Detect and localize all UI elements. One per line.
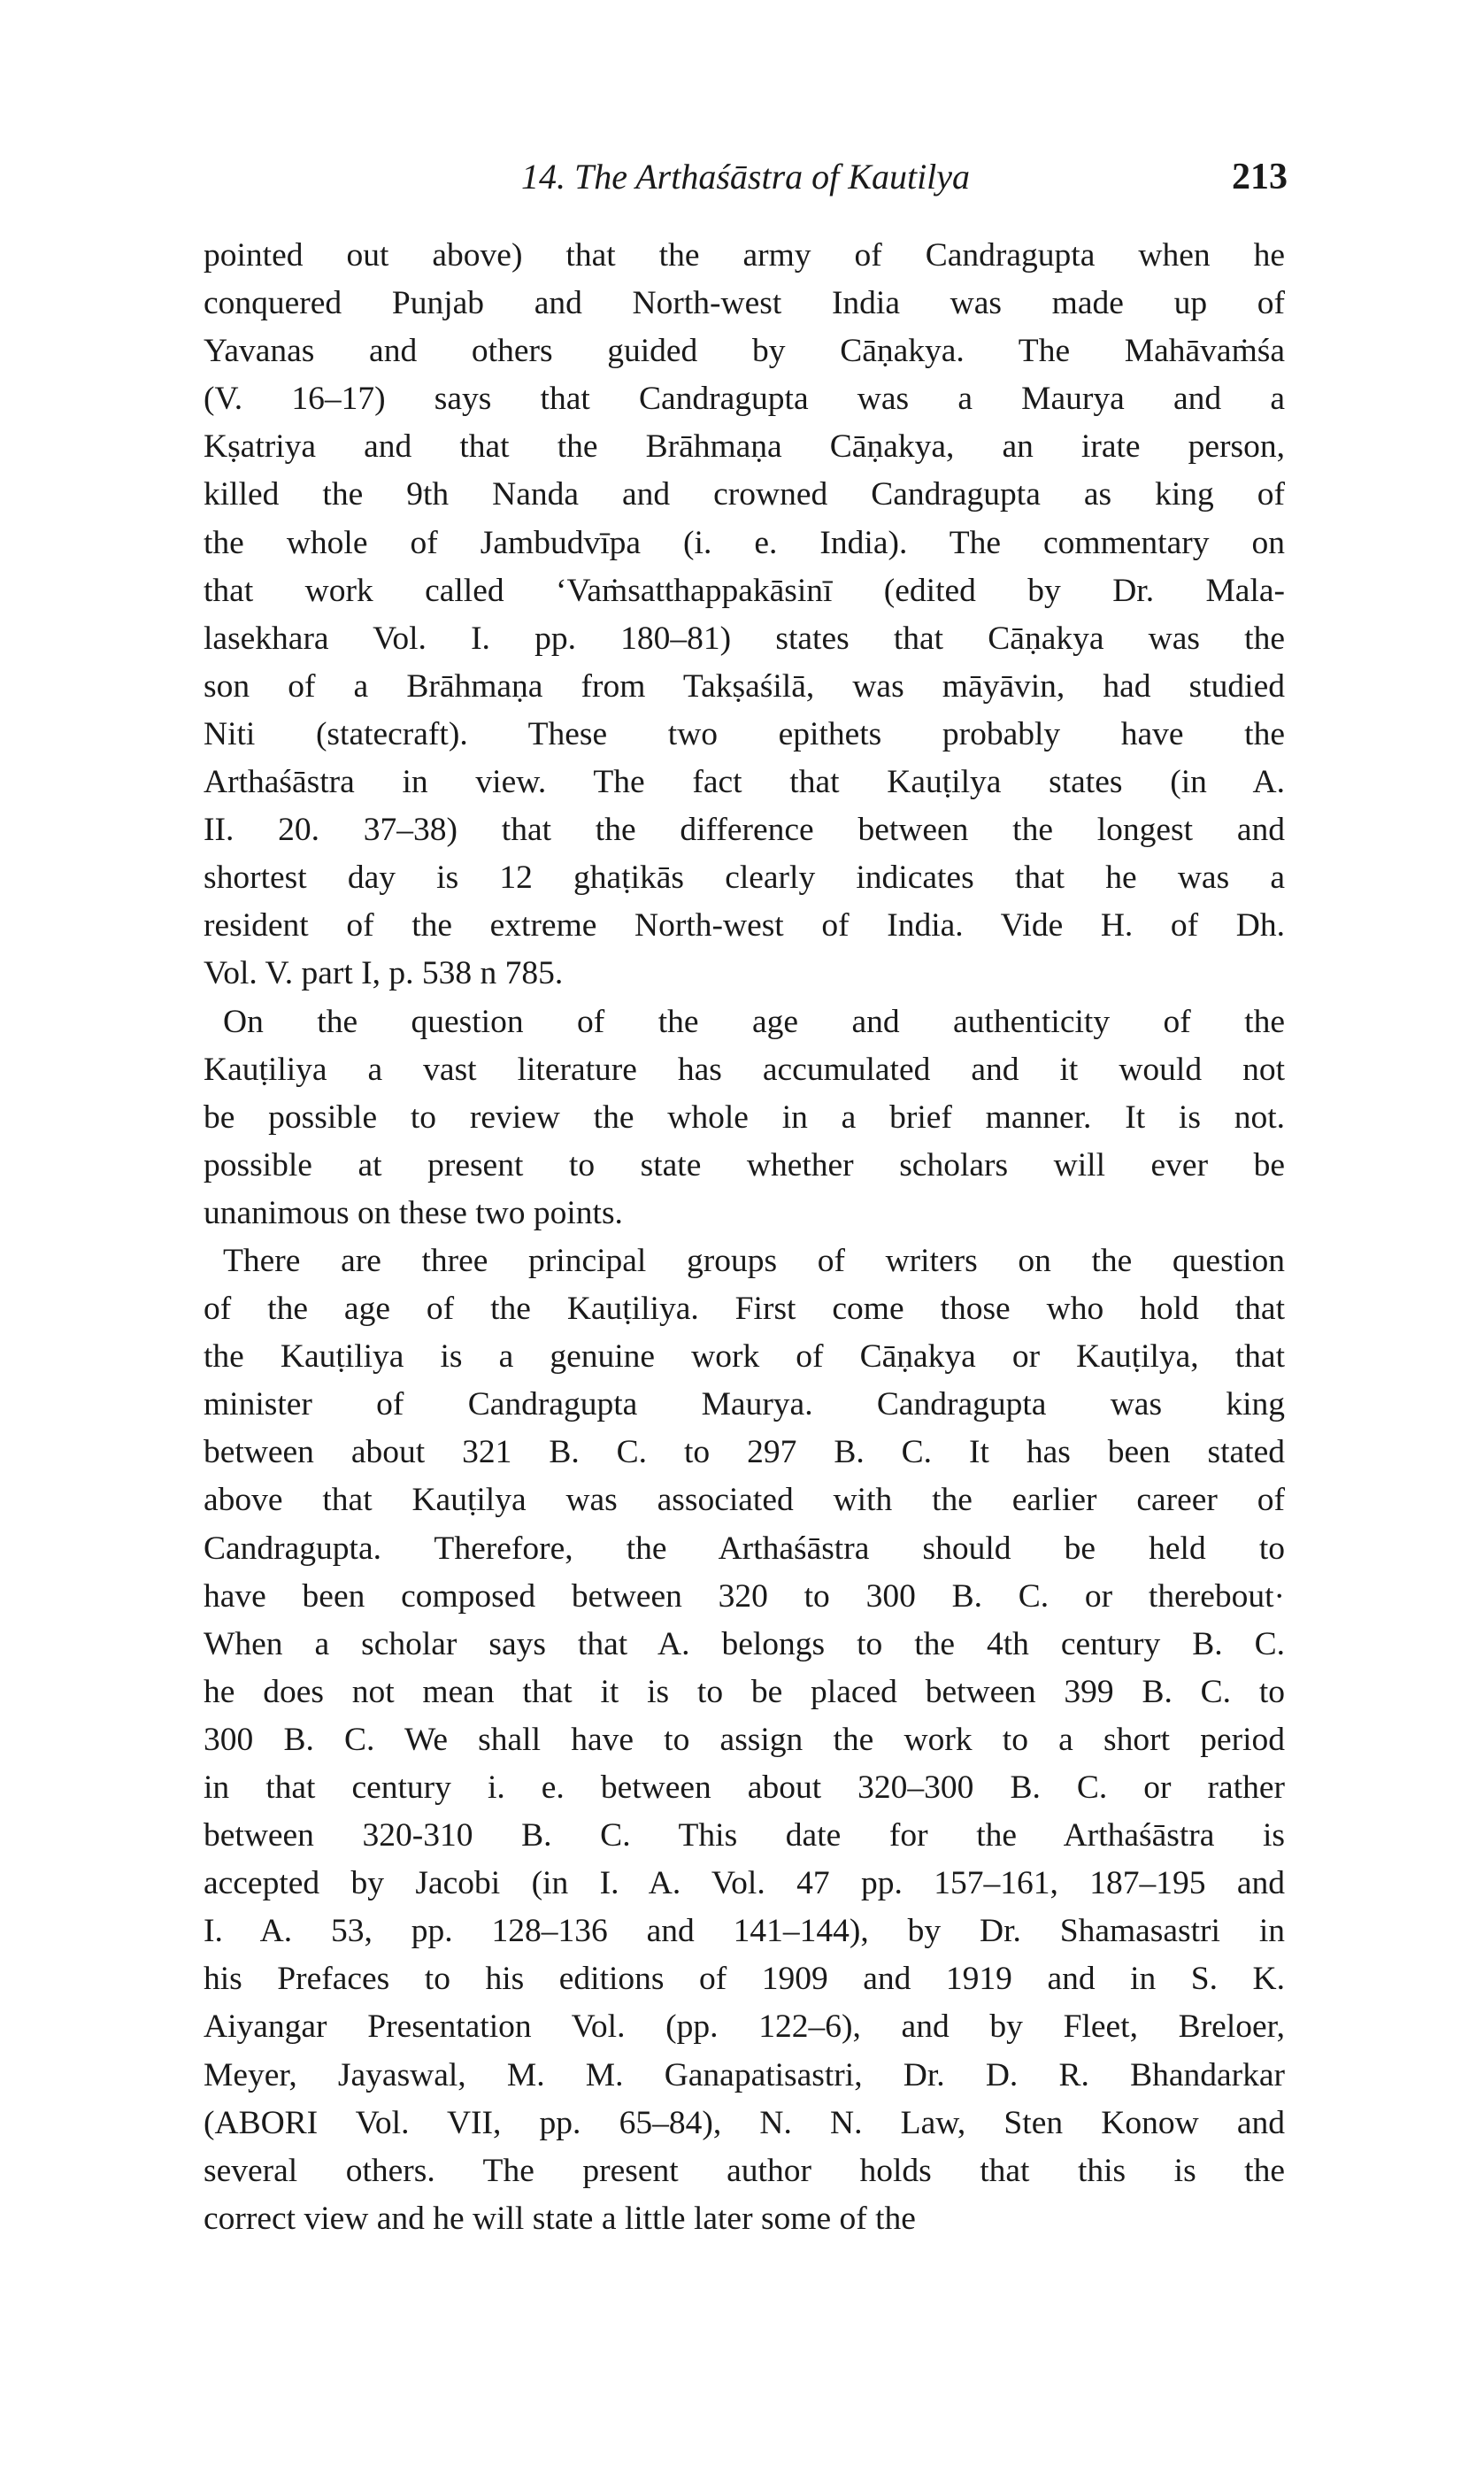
body-text bbox=[204, 232, 1285, 2243]
text-line: that work called ‘Vaṁsatthappakāsinī (edited by Dr. Mala- bbox=[204, 572, 1285, 609]
text-line: 300 B. C. We shall have to assign the work to a short period bbox=[204, 1721, 1285, 1758]
text-line: Candragupta. Therefore, the Arthaśāstra should be held to bbox=[204, 1530, 1285, 1567]
text-line: shortest day is 12 ghaṭikās clearly indicates that he was a bbox=[204, 860, 1285, 897]
text-line: Arthaśāstra in view. The fact that Kauṭilya states (in A. bbox=[204, 764, 1285, 801]
text-line: of the age of the Kauṭiliya. First come those who hold that bbox=[204, 1291, 1285, 1328]
text-line: II. 20. 37–38) that the difference between the longest and bbox=[204, 812, 1285, 849]
running-header bbox=[204, 149, 1288, 202]
text-line: minister of Candragupta Maurya. Candragupta was king bbox=[204, 1386, 1285, 1423]
text-line: several others. The present author holds that this is the bbox=[204, 2152, 1285, 2189]
text-line: killed the 9th Nanda and crowned Candragupta as king of bbox=[204, 476, 1285, 513]
text-line: There are three principal groups of writers on the question bbox=[223, 1242, 1285, 1279]
text-line: Aiyangar Presentation Vol. (pp. 122–6), and by Fleet, Breloer, bbox=[204, 2008, 1285, 2046]
text-line: his Prefaces to his editions of 1909 and 1919 and in S. K. bbox=[204, 1961, 1285, 1998]
text-line: resident of the extreme North-west of India. Vide H. of Dh. bbox=[204, 907, 1285, 944]
text-line: Niti (statecraft). These two epithets probably have the bbox=[204, 715, 1285, 752]
text-line: conquered Punjab and North-west India was made up of bbox=[204, 285, 1285, 322]
text-line: be possible to review the whole in a brief manner. It is not. bbox=[204, 1099, 1285, 1136]
text-line: between 320-310 B. C. This date for the Arthaśāstra is bbox=[204, 1817, 1285, 1854]
text-line: above that Kauṭilya was associated with the earlier career of bbox=[204, 1482, 1285, 1519]
chapter-title: The Arthaśāstra of Kautilya bbox=[573, 157, 971, 197]
text-line: Kauṭiliya a vast literature has accumulated and it would not bbox=[204, 1051, 1285, 1088]
text-line: unanimous on these two points. bbox=[204, 1194, 623, 1231]
text-line: he does not mean that it is to be placed between 399 B. C. to bbox=[204, 1673, 1285, 1710]
text-line: Yavanas and others guided by Cāṇakya. The Mahāvaṁśa bbox=[204, 333, 1285, 370]
text-line: son of a Brāhmaṇa from Takṣaśilā, was māyāvin, had studied bbox=[204, 667, 1285, 705]
header-title bbox=[204, 156, 1288, 197]
text-line: in that century i. e. between about 320–300 B. C. or rather bbox=[204, 1769, 1285, 1806]
text-line: When a scholar says that A. belongs to the 4th century B. C. bbox=[204, 1625, 1285, 1662]
text-line: Vol. V. part I, p. 538 n 785. bbox=[204, 955, 564, 992]
chapter-number: 14. bbox=[520, 157, 565, 197]
page-number: 213 bbox=[1232, 157, 1288, 197]
text-line: possible at present to state whether scholars will ever be bbox=[204, 1146, 1285, 1183]
text-line: correct view and he will state a little later some of the bbox=[204, 2200, 916, 2237]
text-line: Kṣatriya and that the Brāhmaṇa Cāṇakya, an irate person, bbox=[204, 428, 1285, 466]
text-line: (V. 16–17) says that Candragupta was a Maurya and a bbox=[204, 381, 1285, 418]
paragraph-age-authenticity bbox=[204, 998, 1285, 1237]
text-line: between about 321 B. C. to 297 B. C. It has been stated bbox=[204, 1434, 1285, 1471]
text-line: pointed out above) that the army of Candragupta when he bbox=[204, 237, 1285, 274]
text-line: the whole of Jambudvīpa (i. e. India). The commentary on bbox=[204, 524, 1285, 561]
text-line: have been composed between 320 to 300 B. C. or therebout· bbox=[204, 1577, 1285, 1615]
text-line: I. A. 53, pp. 128–136 and 141–144), by Dr. Shamasastri in bbox=[204, 1913, 1285, 1950]
paragraph-footnote-continuation bbox=[204, 232, 1285, 998]
text-line: (ABORI Vol. VII, pp. 65–84), N. N. Law, Sten Konow and bbox=[204, 2104, 1285, 2141]
text-line: On the question of the age and authenticity of the bbox=[223, 1003, 1285, 1040]
paragraph-writer-groups bbox=[204, 1237, 1285, 2243]
text-line: Meyer, Jayaswal, M. M. Ganapatisastri, Dr. D. R. Bhandarkar bbox=[204, 2056, 1285, 2093]
text-line: lasekhara Vol. I. pp. 180–81) states that Cāṇakya was the bbox=[204, 620, 1285, 657]
text-line: accepted by Jacobi (in I. A. Vol. 47 pp. 157–161, 187–195 and bbox=[204, 1865, 1285, 1902]
text-line: the Kauṭiliya is a genuine work of Cāṇakya or Kauṭilya, that bbox=[204, 1338, 1285, 1376]
